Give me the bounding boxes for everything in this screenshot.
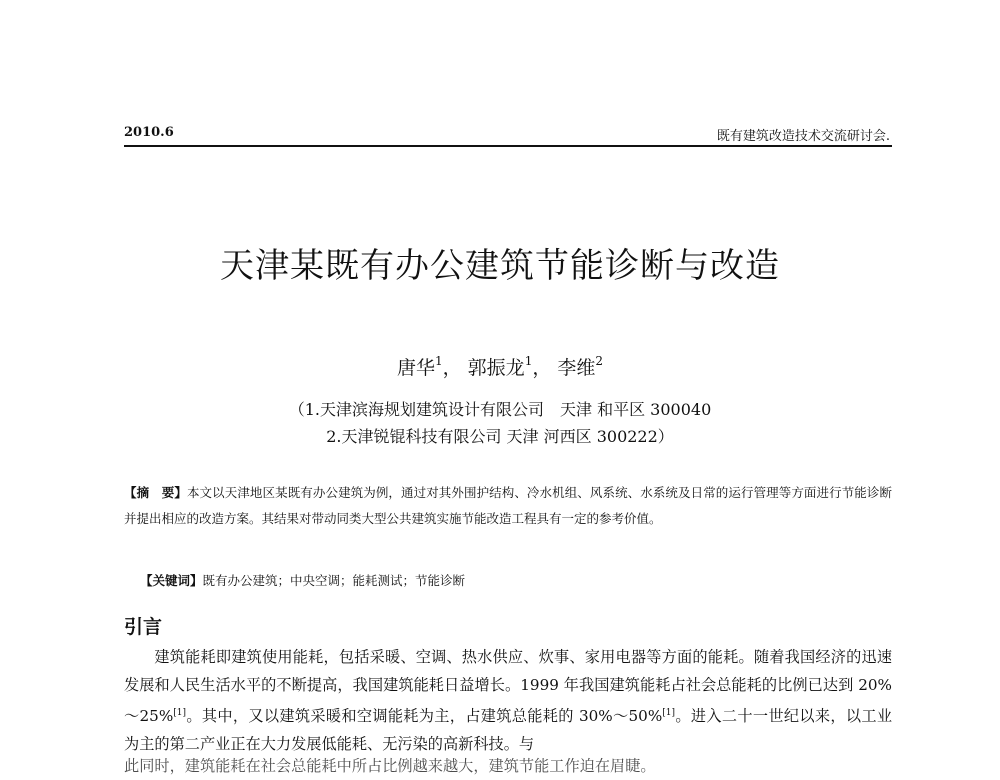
- author-separator: ，: [442, 357, 462, 379]
- affiliation-1: （1.天津滨海规划建筑设计有限公司 天津 和平区 300040: [288, 400, 712, 419]
- body-text-part: 建筑能耗即建筑使用能耗，包括采暖、空调、热水供应、炊事、家用电器等方面的能耗。随着我国经济的迅速发展和人民生活水平的不断提高，我国建筑能耗日益增长。1999 年我国建筑能耗占社会总能耗的比例已达到 20%～25%: [124, 648, 892, 725]
- body-paragraph: [124, 643, 892, 758]
- keywords-text: 既有办公建筑；中央空调；能耗测试；节能诊断: [202, 573, 466, 588]
- author-name: 郭振龙: [467, 357, 525, 379]
- body-text-part: 。进入二十一世纪以来，以工业为主的第二产业正在大力发展低能耗、无污染的高新科技。与: [124, 707, 893, 753]
- header-date: 2010.6: [124, 125, 174, 140]
- author-affil-mark: 2: [595, 354, 604, 368]
- abstract: [124, 480, 892, 532]
- header-rule: [124, 145, 892, 147]
- author-name: 唐华: [396, 357, 435, 379]
- abstract-text: 本文以天津地区某既有办公建筑为例，通过对其外围护结构、冷水机组、风系统、水系统及日常的运行管理等方面进行节能诊断并提出相应的改造方案。其结果对带动同类大型公共建筑实施节能改造工程具有一定的参考价值。: [124, 485, 892, 526]
- author-list: [0, 353, 1000, 380]
- paper-title: 天津某既有办公建筑节能诊断与改造: [220, 246, 780, 286]
- affiliation-2: 2.天津锐锟科技有限公司 天津 河西区 300222）: [326, 427, 674, 446]
- keywords-label: 【关键词】: [140, 573, 203, 588]
- keywords: [140, 568, 892, 594]
- citation-mark: [1]: [173, 708, 187, 718]
- author-name: 李维: [557, 357, 596, 379]
- section-heading: 引言: [124, 616, 163, 638]
- citation-mark: [1]: [662, 708, 676, 718]
- author-separator: ，: [532, 357, 552, 379]
- abstract-label: 【摘 要】: [124, 485, 187, 500]
- author-affil-mark: 1: [524, 354, 533, 368]
- header-proceedings: 既有建筑改造技术交流研讨会.: [716, 129, 890, 144]
- author-affil-mark: 1: [434, 354, 443, 368]
- body-cut-line: 此同时，建筑能耗在社会总能耗中所占比例越来越大，建筑节能工作迫在眉睫。: [124, 757, 656, 775]
- body-text-part: 。其中，又以建筑采暖和空调能耗为主，占建筑总能耗的 30%～50%: [186, 707, 663, 725]
